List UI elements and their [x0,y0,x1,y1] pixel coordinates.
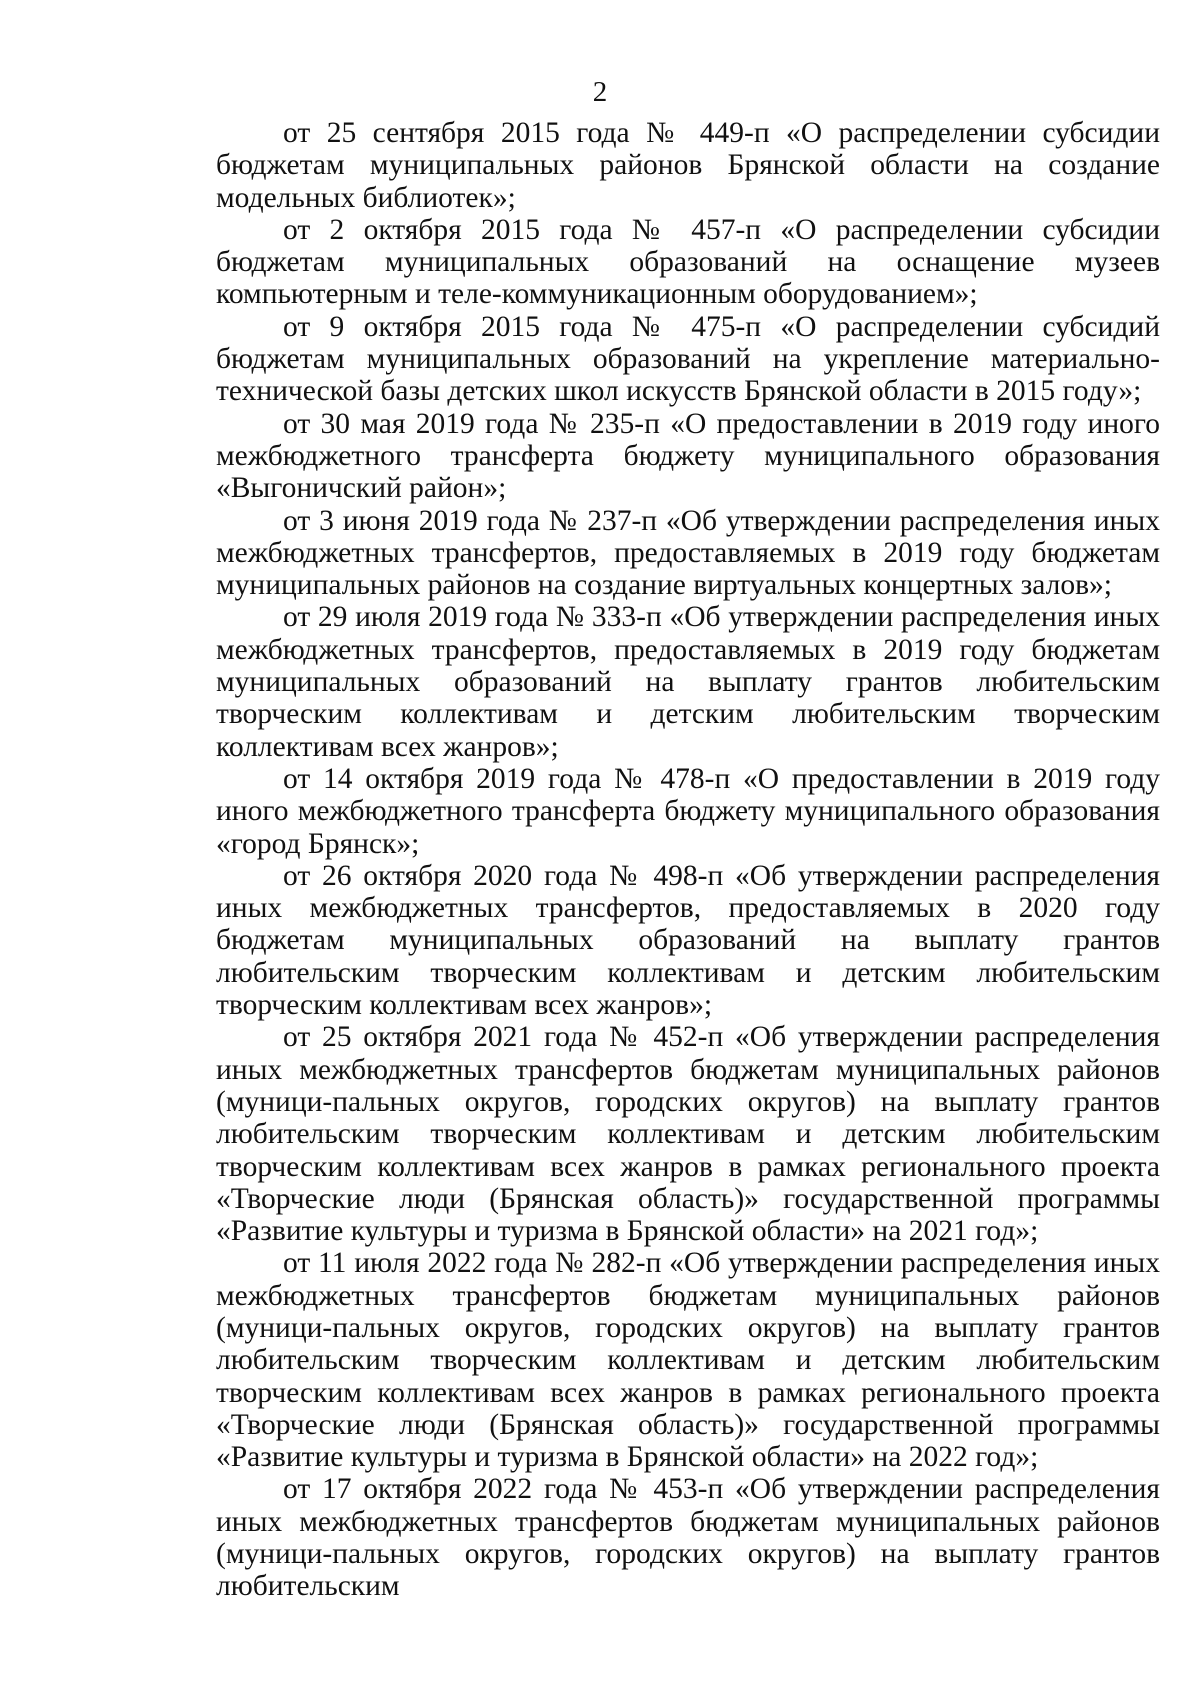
list-item-resolution-333: от 29 июля 2019 года № 333-п «Об утверждении распределения иных межбюджетных трансфертов, предоставляемых в 2019 году бюджетам муниципальных образований на выплату грантов любительским творческим коллективам и детским любительским творческим коллективам всех жанров»; [216,601,1160,763]
list-item-resolution-453: от 17 октября 2022 года № 453-п «Об утверждении распределения иных межбюджетных трансфертов бюджетам муниципальных районов (муници-пальных округов, городских округов) на выплату грантов любительским [216,1473,1160,1603]
list-item-resolution-457: от 2 октября 2015 года № 457-п «О распределении субсидии бюджетам муниципальных образований на оснащение музеев компьютерным и теле-коммуникационным оборудованием»; [216,213,1160,311]
list-item-resolution-452: от 25 октября 2021 года № 452-п «Об утверждении распределения иных межбюджетных трансфертов бюджетам муниципальных районов (муници-пальных округов, городских округов) на выплату грантов любительским творческим коллективам и детским любительским творческим коллективам всех жанров в рамках регионального проекта «Творческие люди (Брянская область)» государственной программы «Развитие культуры и туризма в Брянской области» на 2021 год»; [216,1021,1160,1248]
list-item-resolution-282: от 11 июля 2022 года № 282-п «Об утверждении распределения иных межбюджетных трансфертов бюджетам муниципальных районов (муници-пальных округов, городских округов) на выплату грантов любительским творческим коллективам и детским любительским творческим коллективам всех жанров в рамках регионального проекта «Творческие люди (Брянская область)» государственной программы «Развитие культуры и туризма в Брянской области» на 2022 год»; [216,1247,1160,1474]
page-number: 2 [592,76,608,108]
list-item-resolution-449: от 25 сентября 2015 года № 449-п «О распределении субсидии бюджетам муниципальных районов Брянской области на создание модельных библиотек»; [216,117,1160,214]
list-item-resolution-235: от 30 мая 2019 года № 235-п «О предоставлении в 2019 году иного межбюджетного трансферта бюджету муниципального образования «Выгоничский район»; [216,407,1160,505]
list-item-resolution-478: от 14 октября 2019 года № 478-п «О предоставлении в 2019 году иного межбюджетного трансферта бюджету муниципального образования «город Брянск»; [216,762,1160,860]
list-item-resolution-498: от 26 октября 2020 года № 498-п «Об утверждении распределения иных межбюджетных трансфертов, предоставляемых в 2020 году бюджетам муниципальных образований на выплату грантов любительским творческим коллективам и детским любительским творческим коллективам всех жанров»; [216,859,1160,1022]
list-item-resolution-237: от 3 июня 2019 года № 237-п «Об утверждении распределения иных межбюджетных трансфертов, предоставляемых в 2019 году бюджетам муниципальных районов на создание виртуальных концертных залов»; [216,504,1160,602]
list-item-resolution-475: от 9 октября 2015 года № 475-п «О распределении субсидий бюджетам муниципальных образований на укрепление материально-технической базы детских школ искусств Брянской области в 2015 году»; [216,310,1160,408]
document-body [216,117,1160,1603]
